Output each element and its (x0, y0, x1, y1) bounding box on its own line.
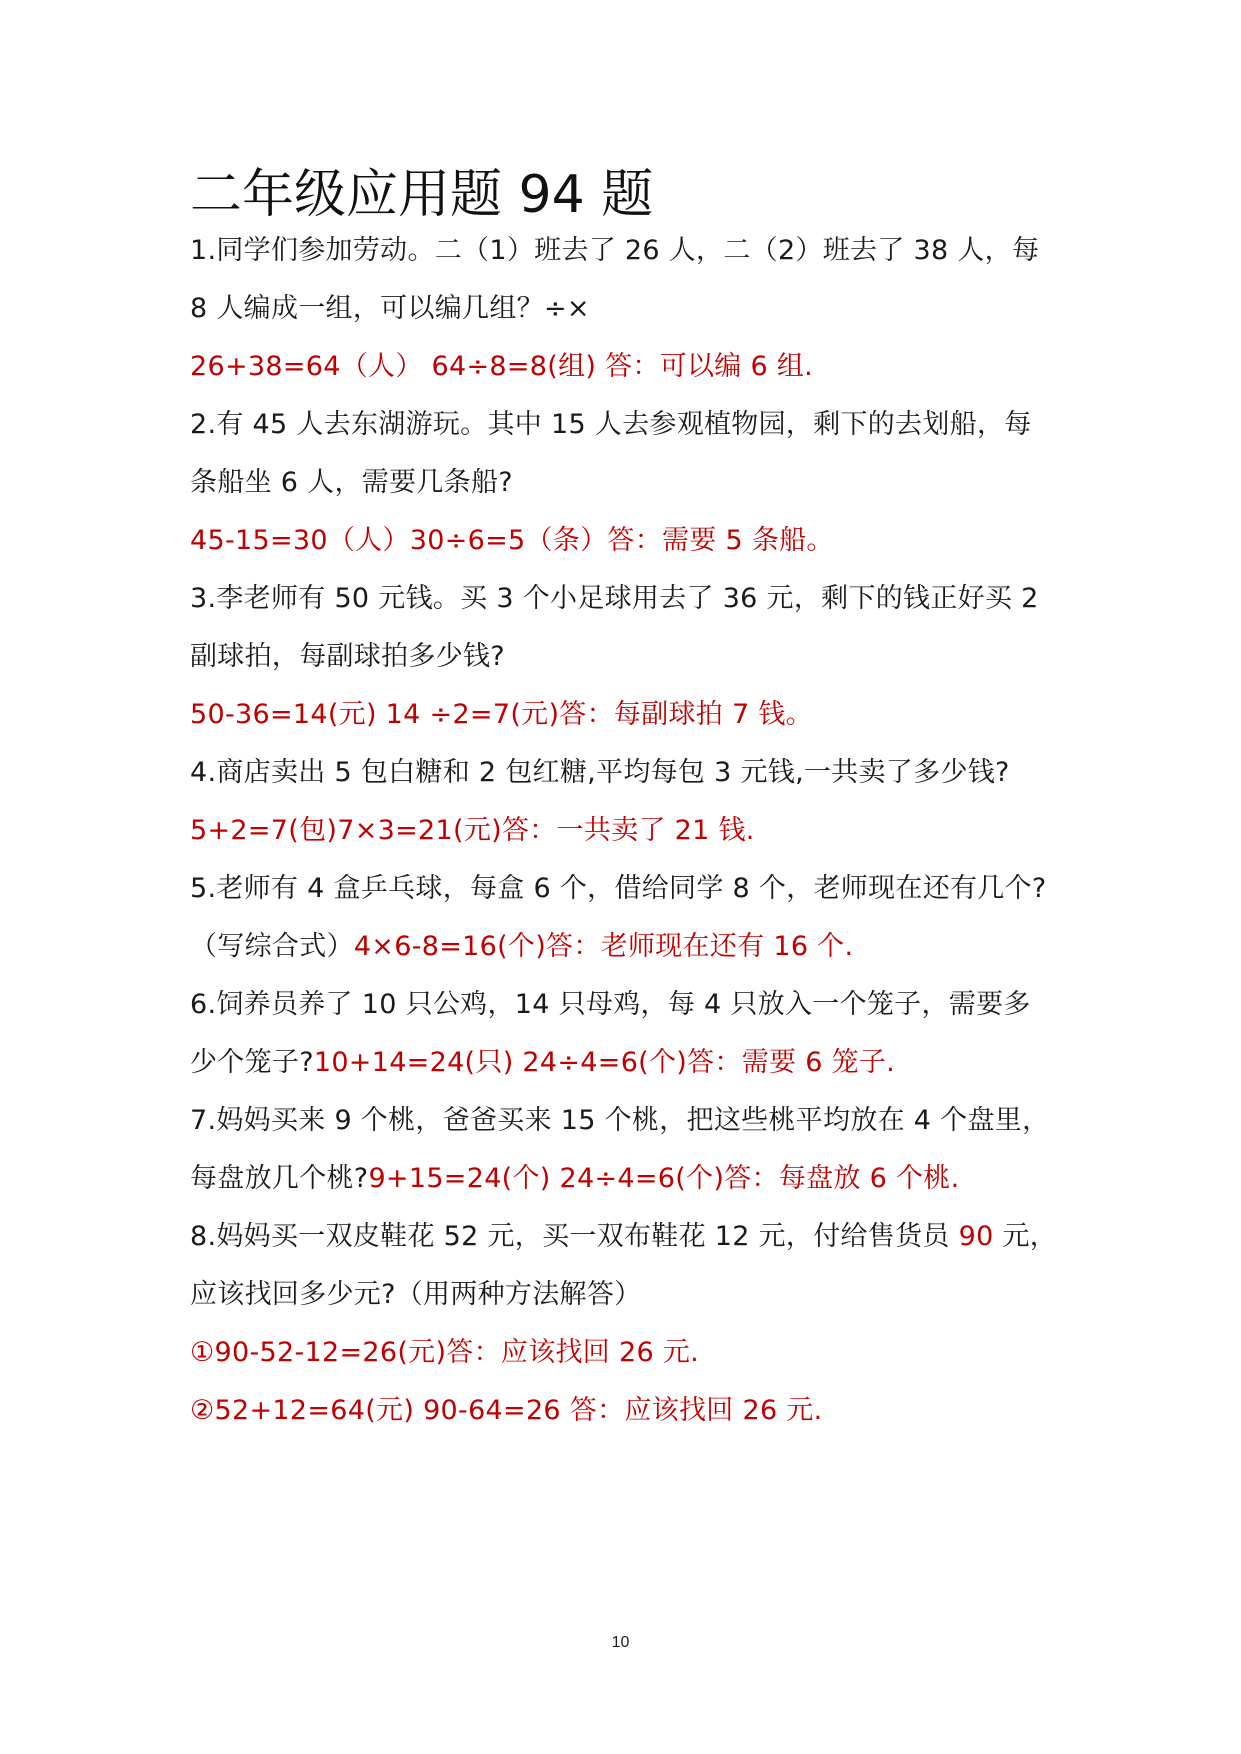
problem-8-answer-method-1: ①90-52-12=26(元)答：应该找回 26 元. (190, 1337, 700, 1368)
problem-5-answer: 4×6-8=16(个)答：老师现在还有 16 个. (353, 931, 854, 962)
problem-1-question-line-2: 8 人编成一组，可以编几组？÷× (190, 293, 590, 324)
problem-1-answer: 26+38=64（人） 64÷8=8(组) 答：可以编 6 组. (190, 351, 814, 382)
problem-6-line-2 (190, 1043, 895, 1083)
problem-6-question-line-1: 6.饲养员养了 10 只公鸡，14 只母鸡，每 4 只放入一个笼子，需要多 (190, 989, 1031, 1020)
problem-8-question-part-1: 8.妈妈买一双皮鞋花 52 元，买一双布鞋花 12 元，付给售货员 (190, 1221, 959, 1252)
problem-5-question-prefix: （写综合式） (190, 931, 354, 962)
problem-5-question-line-1: 5.老师有 4 盒乒乓球，每盒 6 个，借给同学 8 个，老师现在还有几个? (190, 873, 1047, 904)
problem-7-line-2 (190, 1159, 959, 1199)
problem-2-question-line-2: 条船坐 6 人，需要几条船? (190, 467, 513, 498)
problem-2-question-line-1: 2.有 45 人去东湖游玩。其中 15 人去参观植物园，剩下的去划船，每 (190, 409, 1032, 440)
problem-4-question-line-1: 4.商店卖出 5 包白糖和 2 包红糖,平均每包 3 元钱,一共卖了多少钱? (190, 757, 1010, 788)
problem-6-question-prefix: 少个笼子? (190, 1047, 314, 1078)
problem-2-answer: 45-15=30（人）30÷6=5（条）答：需要 5 条船。 (190, 525, 834, 556)
problem-3-question-line-2: 副球拍，每副球拍多少钱? (190, 641, 505, 672)
problem-8-answer-method-2: ②52+12=64(元) 90-64=26 答：应该找回 26 元. (190, 1395, 823, 1426)
page-title: 二年级应用题 94 题 (190, 165, 654, 225)
problem-8-question-line-2: 应该找回多少元?（用两种方法解答） (190, 1279, 642, 1310)
problem-3-question-line-1: 3.李老师有 50 元钱。买 3 个小足球用去了 36 元，剩下的钱正好买 2 (190, 583, 1039, 614)
problem-4-answer: 5+2=7(包)7×3=21(元)答：一共卖了 21 钱. (190, 815, 755, 846)
problem-3-answer: 50-36=14(元) 14 ÷2=7(元)答：每副球拍 7 钱。 (190, 699, 813, 730)
problem-8-question-line-1 (190, 1217, 1057, 1257)
problem-7-answer: 9+15=24(个) 24÷4=6(个)答：每盘放 6 个桃. (368, 1163, 960, 1194)
problem-8-question-part-2: 元， (993, 1221, 1058, 1252)
problem-6-answer: 10+14=24(只) 24÷4=6(个)答：需要 6 笼子. (313, 1047, 896, 1078)
problem-7-question-prefix: 每盘放几个桃? (190, 1163, 369, 1194)
page-number: 10 (611, 1634, 630, 1651)
problem-7-question-line-1: 7.妈妈买来 9 个桃，爸爸买来 15 个桃，把这些桃平均放在 4 个盘里， (190, 1105, 1050, 1136)
problem-8-paid-amount: 90 (958, 1221, 994, 1252)
problem-1-question-line-1: 1.同学们参加劳动。二（1）班去了 26 人，二（2）班去了 38 人，每 (190, 235, 1040, 266)
problem-5-line-2 (190, 927, 853, 967)
